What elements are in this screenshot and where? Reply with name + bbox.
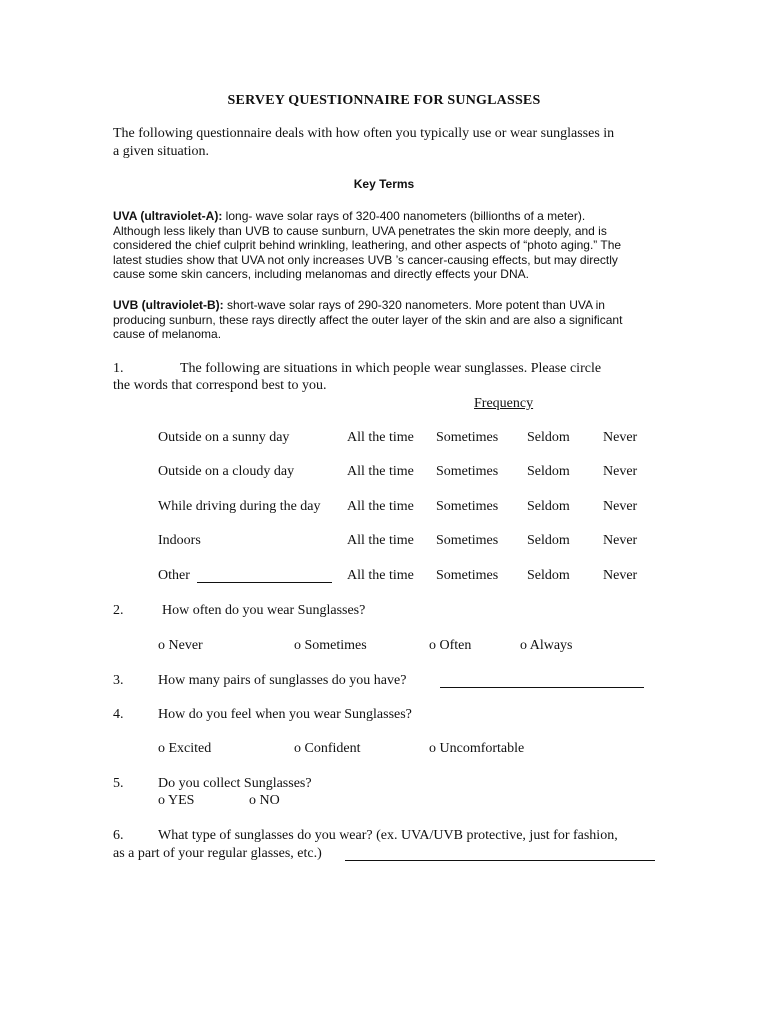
situation-label: Outside on a sunny day [158, 430, 290, 445]
option-sometimes[interactable]: Sometimes [436, 464, 499, 479]
option-sometimes[interactable]: Sometimes [436, 499, 499, 514]
q6-number: 6. [113, 828, 124, 843]
q3-number: 3. [113, 673, 124, 688]
option-seldom[interactable]: Seldom [527, 430, 570, 445]
uvb-definition-line-2: producing sunburn, these rays directly affect the outer layer of the skin and are also a significant [113, 313, 623, 327]
q5-option-yes[interactable]: o YES [158, 793, 195, 808]
q3-answer-input[interactable] [440, 673, 644, 688]
uvb-definition-line-1: UVB (ultraviolet-B): short-wave solar rays of 290-320 nanometers. More potent than UVA in [113, 298, 605, 312]
key-terms-heading: Key Terms [353, 177, 415, 191]
q2-number: 2. [113, 603, 124, 618]
uva-definition-line-3: considered the chief culprit behind wrinkling, leathering, and other aspects of “photo aging.” The [113, 238, 622, 252]
q1-line-1: The following are situations in which people wear sunglasses. Please circle [180, 361, 602, 376]
q6-answer-input[interactable] [345, 846, 655, 861]
q6-line-1: What type of sunglasses do you wear? (ex. UVA/UVB protective, just for fashion, [158, 828, 618, 843]
q1-number: 1. [113, 361, 124, 376]
option-never[interactable]: Never [603, 430, 638, 445]
q2-option-sometimes[interactable]: o Sometimes [294, 638, 367, 653]
uvb-definition-line-3: cause of melanoma. [113, 327, 222, 341]
situation-label: Outside on a cloudy day [158, 464, 295, 479]
frequency-header: Frequency [474, 396, 534, 411]
option-all-the-time[interactable]: All the time [347, 464, 414, 479]
situation-label: Indoors [158, 533, 201, 548]
intro-line-2: a given situation. [113, 144, 210, 159]
q3-text: How many pairs of sunglasses do you have? [158, 673, 407, 688]
uva-definition-line-1: UVA (ultraviolet-A): long- wave solar rays of 320-400 nanometers (billionths of a meter). [113, 209, 586, 223]
q2-option-often[interactable]: o Often [429, 638, 472, 653]
uvb-term: UVB (ultraviolet-B): [113, 298, 224, 312]
q6-line-2: as a part of your regular glasses, etc.) [113, 846, 322, 861]
q5-number: 5. [113, 776, 124, 791]
q1-line-2: the words that correspond best to you. [113, 378, 327, 393]
q4-option-uncomfortable[interactable]: o Uncomfortable [429, 741, 525, 756]
option-seldom[interactable]: Seldom [527, 568, 570, 583]
other-situation-input[interactable] [197, 568, 332, 583]
q2-option-always[interactable]: o Always [520, 638, 573, 653]
option-seldom[interactable]: Seldom [527, 464, 570, 479]
situation-label: While driving during the day [158, 499, 321, 514]
option-all-the-time[interactable]: All the time [347, 430, 414, 445]
situation-label: Other [158, 568, 190, 583]
uva-definition-line-4: latest studies show that UVA not only increases UVB ’s cancer-causing effects, but may directly [113, 253, 618, 267]
option-never[interactable]: Never [603, 533, 638, 548]
q4-option-excited[interactable]: o Excited [158, 741, 212, 756]
q4-number: 4. [113, 707, 124, 722]
uva-definition-line-5: cause some skin cancers, including melanomas and directly effects your DNA. [113, 267, 529, 281]
option-sometimes[interactable]: Sometimes [436, 568, 499, 583]
option-seldom[interactable]: Seldom [527, 499, 570, 514]
option-never[interactable]: Never [603, 568, 638, 583]
option-all-the-time[interactable]: All the time [347, 499, 414, 514]
q5-option-no[interactable]: o NO [249, 793, 280, 808]
q2-option-never[interactable]: o Never [158, 638, 203, 653]
q4-text: How do you feel when you wear Sunglasses? [158, 707, 412, 722]
option-never[interactable]: Never [603, 499, 638, 514]
intro-line-1: The following questionnaire deals with how often you typically use or wear sunglasses in [113, 126, 615, 141]
option-all-the-time[interactable]: All the time [347, 533, 414, 548]
q2-text: How often do you wear Sunglasses? [162, 603, 366, 618]
option-sometimes[interactable]: Sometimes [436, 533, 499, 548]
q5-text: Do you collect Sunglasses? [158, 776, 312, 791]
q4-option-confident[interactable]: o Confident [294, 741, 361, 756]
option-sometimes[interactable]: Sometimes [436, 430, 499, 445]
option-seldom[interactable]: Seldom [527, 533, 570, 548]
uva-definition-line-2: Although less likely than UVB to cause sunburn, UVA penetrates the skin more deeply, and is [113, 224, 607, 238]
document-title: SERVEY QUESTIONNAIRE FOR SUNGLASSES [227, 93, 541, 108]
uva-term: UVA (ultraviolet-A): [113, 209, 223, 223]
option-never[interactable]: Never [603, 464, 638, 479]
option-all-the-time[interactable]: All the time [347, 568, 414, 583]
